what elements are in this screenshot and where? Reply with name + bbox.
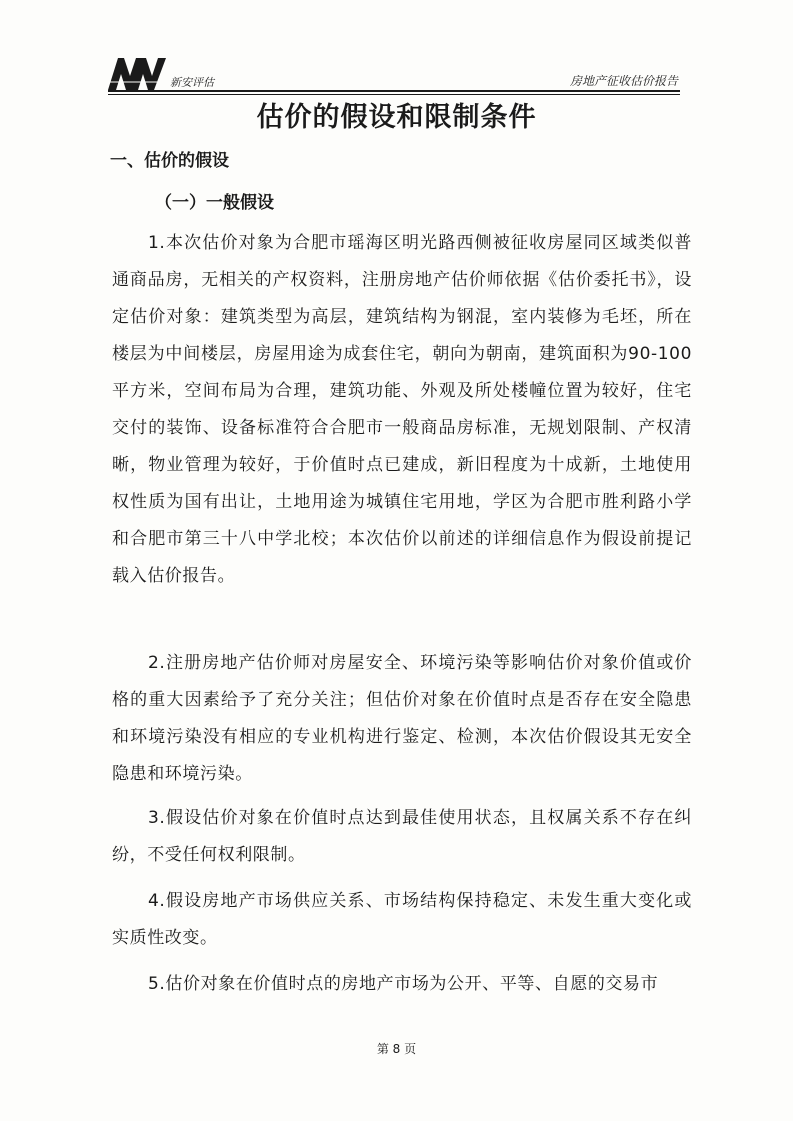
page-number: 第 8 页 — [376, 1042, 417, 1056]
header-divider — [108, 90, 680, 92]
subsection-heading: （一）一般假设 — [155, 193, 274, 213]
paragraph-5: 5.估价对象在价值时点的房地产市场为公开、平等、自愿的交易市 — [148, 974, 659, 994]
paragraph-3: 3.假设估价对象在价值时点达到最佳使用状态，且权属关系不存在纠纷，不受任何权利限制。 — [112, 808, 692, 865]
page-header — [108, 58, 680, 92]
paragraph-4: 4.假设房地产市场供应关系、市场结构保持稳定、未发生重大变化或实质性改变。 — [112, 891, 692, 948]
page-title: 估价的假设和限制条件 — [256, 102, 537, 133]
report-name: 房地产征收估价报告 — [569, 74, 678, 88]
paragraph-1: 1.本次估价对象为合肥市瑶海区明光路西侧被征收房屋同区域类似普通商品房，无相关的产权资料，注册房地产估价师依据《估价委托书》，设定估价对象：建筑类型为高层，建筑结构为钢混，室内装修为毛坯，所在楼层为中间楼层，房屋用途为成套住宅，朝向为朝南，建筑面积为90-100平方米，空间布局为合理，建筑功能、外观及所处楼幢位置为较好，住宅交付的装饰、设备标准符合合肥市一般商品房标准，无规划限制、产权清晰，物业管理为较好，于价值时点已建成，新旧程度为十成新，土地使用权性质为国有出让，土地用途为城镇住宅用地，学区为合肥市胜利路小学和合肥市第三十八中学北校；本次估价以前述的详细信息作为假设前提记载入估价报告。 — [112, 233, 692, 586]
paragraph-2: 2.注册房地产估价师对房屋安全、环境污染等影响估价对象价值或价格的重大因素给予了充分关注；但估价对象在价值时点是否存在安全隐患和环境污染没有相应的专业机构进行鉴定、检测，本次估价假设其无安全隐患和环境污染。 — [112, 653, 692, 784]
company-logo — [108, 58, 168, 90]
company-name: 新安评估 — [170, 76, 214, 89]
section-heading: 一、估价的假设 — [110, 151, 229, 171]
